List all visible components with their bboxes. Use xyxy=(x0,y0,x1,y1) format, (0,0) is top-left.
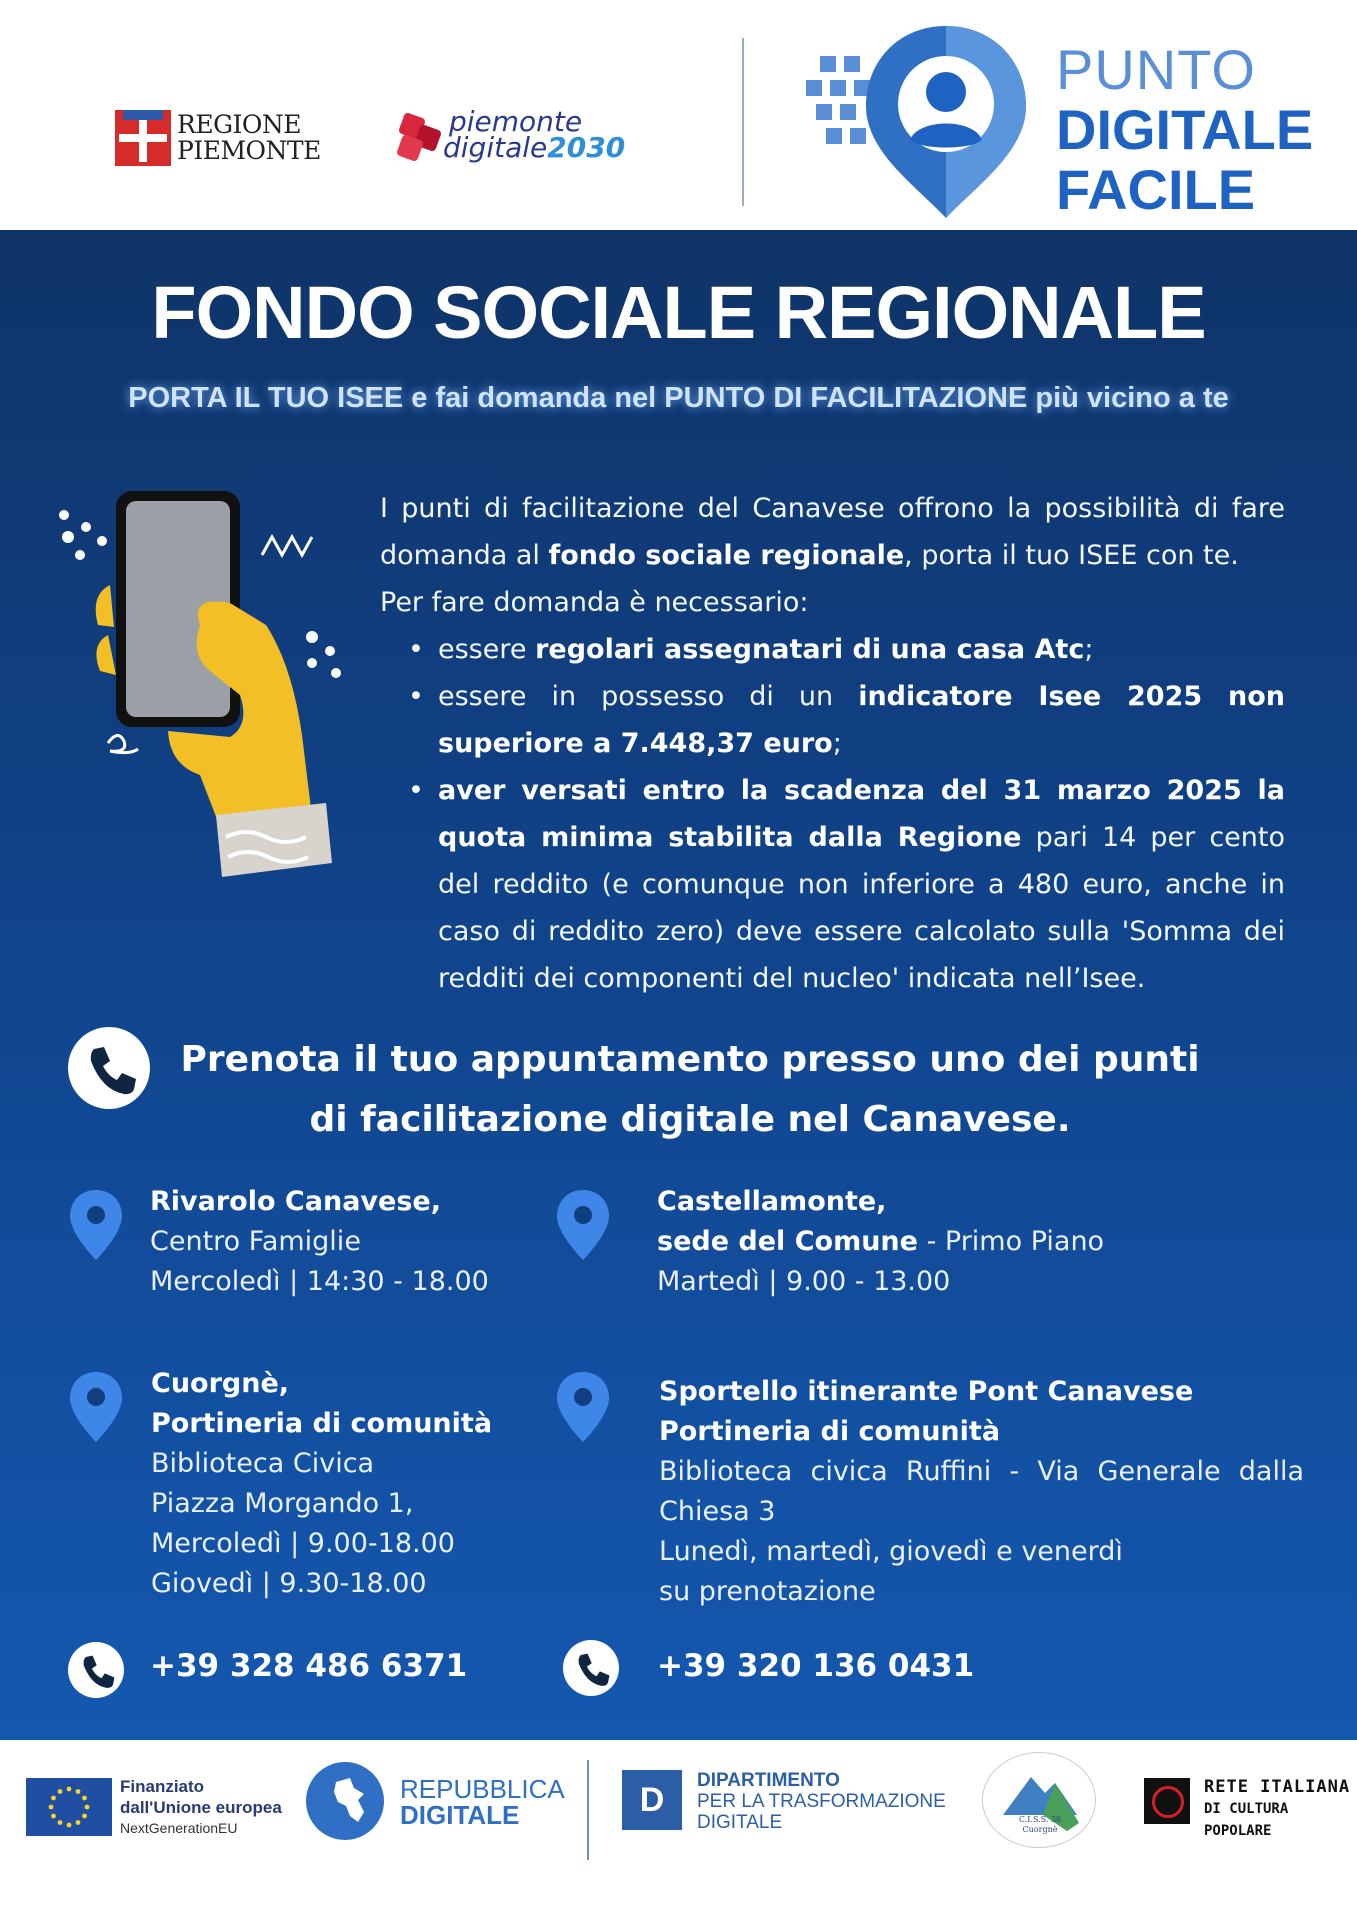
booking-call-to-action: Prenota il tuo appuntamento presso uno dei punti di facilitazione digitale nel Canavese. xyxy=(180,1039,1200,1140)
phone-icon xyxy=(68,1027,150,1109)
location-pin-icon xyxy=(68,1370,124,1444)
location-hours: Lunedì, martedì, giovedì e venerdì xyxy=(659,1536,1123,1567)
page-subtitle: PORTA IL TUO ISEE e fai domanda nel PUNTO DI FACILITAZIONE più vicino a te xyxy=(128,382,1229,414)
eu-flag-icon xyxy=(26,1778,112,1836)
location-name: Rivarolo Canavese, xyxy=(150,1186,441,1217)
location-name: Cuorgnè, xyxy=(151,1368,290,1399)
location-subname: Portineria di comunità xyxy=(659,1416,1001,1447)
repubblica-digitale-text: REPUBBLICA DIGITALE xyxy=(400,1774,565,1830)
main-panel xyxy=(0,230,1357,1740)
location-name: Sportello itinerante Pont Canavese xyxy=(659,1376,1194,1407)
location-cuorgne xyxy=(151,1364,492,1604)
location-castellamonte xyxy=(657,1182,1104,1302)
intro-text xyxy=(380,485,1285,1002)
punto-digitale-facile-line3: FACILE xyxy=(1056,158,1256,221)
location-address: Biblioteca civica Ruffini - Via Generale dalla Chiesa 3 xyxy=(659,1456,1304,1527)
phone-number[interactable]: +39 328 486 6371 xyxy=(150,1648,468,1684)
location-name: Castellamonte, xyxy=(657,1186,887,1217)
location-pin-icon xyxy=(68,1188,124,1262)
eu-funding-text: Finanziato dall'Unione europea NextGenerationEU xyxy=(120,1777,282,1836)
piemonte-digitale-line2: digitale xyxy=(443,131,548,164)
phone-number[interactable]: +39 320 136 0431 xyxy=(657,1648,975,1684)
regione-piemonte-flag-icon xyxy=(115,110,171,166)
intro-paragraph-1-bold: fondo sociale regionale xyxy=(548,540,905,571)
intro-paragraph-1: I punti di facilitazione del Canavese offrono la possibilità di fare domanda al xyxy=(380,493,1285,571)
location-subname: Portineria di comunità xyxy=(151,1408,493,1439)
location-pin-icon xyxy=(555,1188,611,1262)
location-pin-icon xyxy=(555,1370,611,1444)
location-hours: Martedì | 9.00 - 13.00 xyxy=(657,1266,951,1297)
punto-digitale-facile-line2: DIGITALE xyxy=(1056,98,1314,161)
location-detail: Biblioteca Civica xyxy=(151,1448,375,1479)
page-title: FONDO SOCIALE REGIONALE xyxy=(151,271,1206,354)
location-detail: Centro Famiglie xyxy=(150,1226,361,1257)
location-detail: - Primo Piano xyxy=(917,1226,1105,1257)
requirement-item: • aver versati entro la scadenza del 31 marzo 2025 la quota minima stabilita dalla Regione pari 14 per cento del reddito (e comunque non inferiore a 480 euro, anche in caso di reddito zero) deve essere calcolato sulla 'Somma dei redditi dei componenti del nucleo' indicata nell’Isee. xyxy=(408,767,1285,1002)
ciss38-line2: Cuorgnè xyxy=(1022,1825,1058,1834)
location-pont-canavese xyxy=(659,1372,1304,1612)
hand-holding-phone-illustration xyxy=(50,485,360,885)
header-divider xyxy=(742,38,744,206)
ciss38-line1: C.I.S.S. 38 xyxy=(1018,1815,1062,1824)
piemonte-digitale-line1: piemonte xyxy=(449,105,583,138)
phone-icon xyxy=(68,1642,124,1698)
requirement-item: • essere regolari assegnatari di una casa Atc; xyxy=(408,626,1285,673)
regione-piemonte-logo xyxy=(115,110,321,166)
location-hours: Mercoledì | 9.00-18.00 xyxy=(151,1528,455,1559)
location-hours: Giovedì | 9.30-18.00 xyxy=(151,1568,427,1599)
punto-digitale-facile-line1: PUNTO xyxy=(1056,38,1256,101)
regione-piemonte-line1: REGIONE xyxy=(177,110,302,139)
requirement-item: • essere in possesso di un indicatore Isee 2025 non superiore a 7.448,37 euro; xyxy=(408,673,1285,767)
location-rivarolo xyxy=(150,1182,489,1302)
location-address: Piazza Morgando 1, xyxy=(151,1488,414,1519)
rete-italiana-logo-icon xyxy=(1144,1778,1190,1824)
requirements-list xyxy=(408,626,1285,1002)
regione-piemonte-line2: PIEMONTE xyxy=(177,136,321,165)
location-note: su prenotazione xyxy=(659,1576,876,1607)
intro-paragraph-2: Per fare domanda è necessario: xyxy=(380,587,809,618)
punto-digitale-facile-pin-icon xyxy=(806,22,1046,222)
footer-divider xyxy=(587,1760,589,1860)
location-hours: Mercoledì | 14:30 - 18.00 xyxy=(150,1266,489,1297)
punto-digitale-facile-logo xyxy=(806,22,1326,222)
repubblica-digitale-icon xyxy=(306,1762,384,1840)
header xyxy=(0,0,1357,230)
piemonte-digitale-2030-logo xyxy=(395,105,645,175)
dipartimento-logo-icon: D xyxy=(622,1770,682,1830)
location-detail-bold: sede del Comune xyxy=(657,1226,918,1257)
dipartimento-text: DIPARTIMENTO PER LA TRASFORMAZIONE DIGITALE xyxy=(697,1770,946,1833)
piemonte-digitale-year: 2030 xyxy=(547,131,626,164)
ciss38-logo xyxy=(982,1752,1096,1848)
phone-icon xyxy=(563,1640,619,1696)
footer xyxy=(0,1740,1357,1920)
rete-italiana-text: RETE ITALIANA DI CULTURA POPOLARE xyxy=(1204,1777,1351,1839)
intro-paragraph-1-end: , porta il tuo ISEE con te. xyxy=(904,540,1239,571)
